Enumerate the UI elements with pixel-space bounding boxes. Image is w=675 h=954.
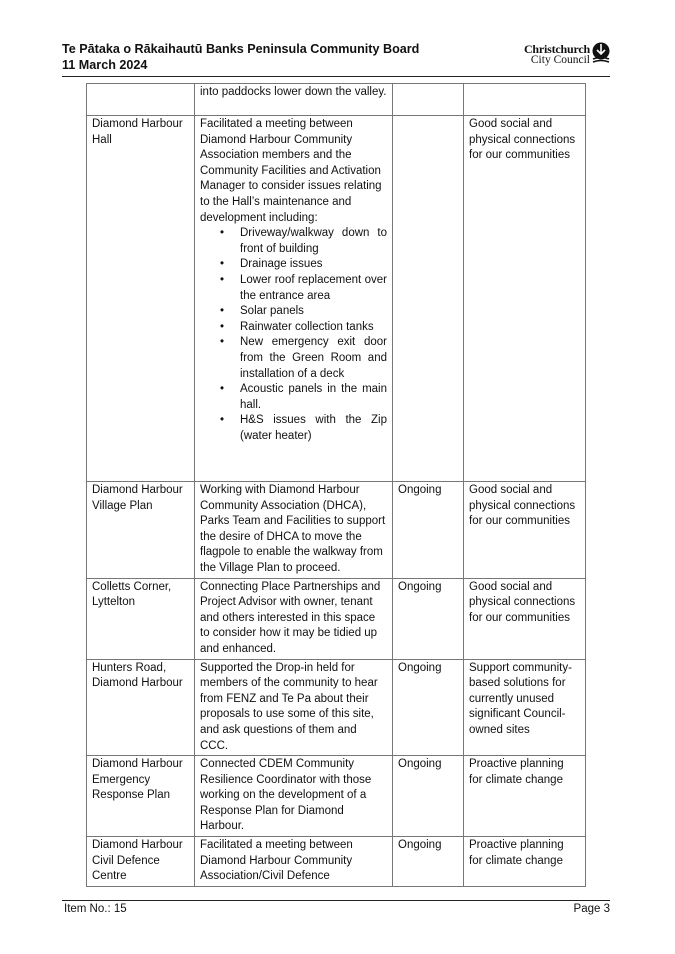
cell-status xyxy=(393,84,464,116)
table-row xyxy=(87,482,586,579)
list-item: • Drainage issues xyxy=(240,257,387,273)
cell-status xyxy=(393,116,464,482)
cell-outcome: Good social and physical connections for our communities xyxy=(464,578,586,659)
cell-outcome: Support community-based solutions for currently unused significant Council-owned sites xyxy=(464,659,586,756)
bullet-list xyxy=(200,226,387,444)
cell-status: Ongoing xyxy=(393,578,464,659)
cell-project: Diamond Harbour Hall xyxy=(87,116,195,482)
cell-outcome: Good social and physical connections for our communities xyxy=(464,482,586,579)
logo-line2: City Council xyxy=(530,54,590,66)
list-item: • Lower roof replacement over the entrance area xyxy=(240,273,387,304)
list-item: • Acoustic panels in the main hall. xyxy=(240,382,387,413)
header-title: Te Pātaka o Rākaihautū Banks Peninsula Community Board xyxy=(62,42,420,56)
cell-status: Ongoing xyxy=(393,482,464,579)
cell-description xyxy=(195,116,393,482)
activities-table xyxy=(86,83,586,887)
description-text: Facilitated a meeting between Diamond Harbour Community Association members and the Community Facilities and Activation Manager to consider issues relating to the Hall’s maintenance and development including: xyxy=(200,118,382,224)
page-number: Page 3 xyxy=(573,903,610,915)
cell-description: Facilitated a meeting between Diamond Harbour Community Association/Civil Defence xyxy=(195,837,393,887)
cell-status: Ongoing xyxy=(393,756,464,837)
table-row xyxy=(87,659,586,756)
table-row xyxy=(87,116,586,482)
page-header xyxy=(62,40,610,77)
cell-description: Supported the Drop-in held for members of the community to hear from FENZ and Te Pa about their proposals to use some of this site, and ask questions of them and CCC. xyxy=(195,659,393,756)
council-logo xyxy=(500,42,610,70)
cell-project: Diamond Harbour Emergency Response Plan xyxy=(87,756,195,837)
cell-outcome: Good social and physical connections for our communities xyxy=(464,116,586,482)
table-row xyxy=(87,756,586,837)
cell-description: Connected CDEM Community Resilience Coordinator with those working on the development of a Response Plan for Diamond Harbour. xyxy=(195,756,393,837)
cell-outcome xyxy=(464,84,586,116)
list-item: • Rainwater collection tanks xyxy=(240,320,387,336)
list-item: • H&S issues with the Zip (water heater) xyxy=(240,413,387,444)
table-row xyxy=(87,578,586,659)
header-date: 11 March 2024 xyxy=(62,58,148,72)
cell-project: Diamond Harbour Village Plan xyxy=(87,482,195,579)
cell-status: Ongoing xyxy=(393,659,464,756)
list-item: • Driveway/walkway down to front of building xyxy=(240,226,387,257)
item-number: Item No.: 15 xyxy=(64,903,127,915)
cell-status: Ongoing xyxy=(393,837,464,887)
logo-line1: Christchurch xyxy=(523,42,590,56)
table-row xyxy=(87,84,586,116)
cell-description: Working with Diamond Harbour Community Association (DHCA), Parks Team and Facilities to support the desire of DHCA to move the flagpole to enable the walkway from the Village Plan to proceed. xyxy=(195,482,393,579)
cell-description: Connecting Place Partnerships and Project Advisor with owner, tenant and others interested in this space to consider how it may be tidied up and enhanced. xyxy=(195,578,393,659)
council-emblem-icon xyxy=(592,42,610,66)
cell-description: into paddocks lower down the valley. xyxy=(195,84,393,116)
cell-project xyxy=(87,84,195,116)
table-row xyxy=(87,837,586,887)
cell-project: Diamond Harbour Civil Defence Centre xyxy=(87,837,195,887)
list-item: • Solar panels xyxy=(240,304,387,320)
list-item: • New emergency exit door from the Green Room and installation of a deck xyxy=(240,335,387,382)
page-footer xyxy=(62,900,610,915)
cell-outcome: Proactive planning for climate change xyxy=(464,837,586,887)
cell-outcome: Proactive planning for climate change xyxy=(464,756,586,837)
cell-project: Colletts Corner, Lyttelton xyxy=(87,578,195,659)
cell-project: Hunters Road, Diamond Harbour xyxy=(87,659,195,756)
